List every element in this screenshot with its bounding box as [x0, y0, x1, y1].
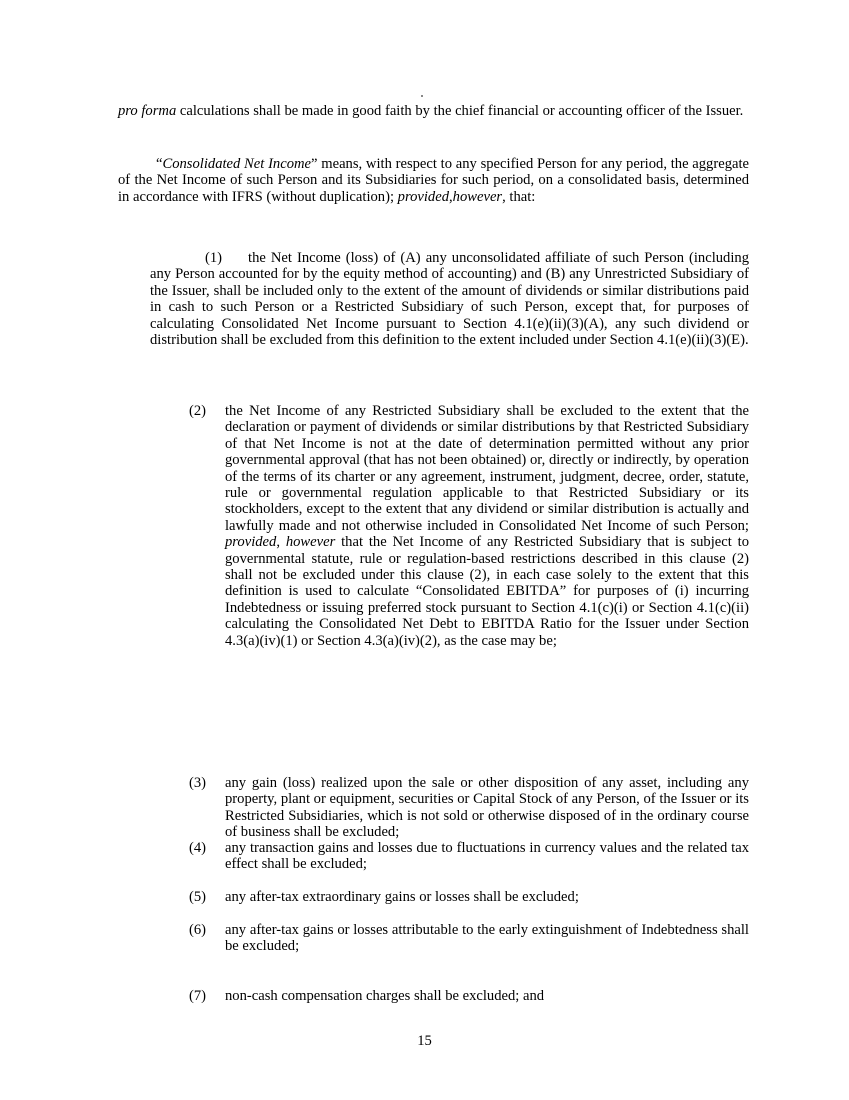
clause-text: non-cash compensation charges shall be excluded; and: [225, 988, 545, 1004]
defined-term: Consolidated Net Income: [162, 156, 312, 172]
clause-label: (3): [189, 775, 207, 791]
definition-text: ” means, with respect to any specified Person for any period, the aggregate of the Net Income of such Person and its Subsidiaries for such period, on a consolidated basis, determined in accordance with IFRS (without duplication);: [118, 156, 749, 205]
clause-2: [189, 403, 749, 649]
however-word: however: [285, 534, 336, 551]
clause-text: any after-tax extraordinary gains or losses shall be excluded;: [225, 889, 579, 905]
clause-6: [189, 922, 749, 955]
clause-text: the Net Income of any Restricted Subsidiary shall be excluded to the extent that the declaration or payment of dividends or similar distributions by that Restricted Subsidiary of that Net Income is not at the date of determination permitted without any prior governmental approval (that has not been obtained) or, directly or indirectly, by operation of the terms of its charter or any agreement, instrument, judgment, decree, order, statute, rule or governmental regulation applicable to that Restricted Subsidiary or its stockholders, except to the extent that any dividend or similar distribution is actually and lawfully made and not otherwise included in Consolidated Net Income of such Person;: [225, 403, 749, 534]
page-number: 15: [417, 1033, 432, 1049]
italic-term: pro forma: [118, 103, 177, 119]
open-quote: “: [156, 156, 163, 172]
provided-word: provided: [397, 188, 449, 205]
clause-label: (7): [189, 988, 207, 1004]
clause-7: [189, 988, 749, 1004]
provided-word: provided: [225, 534, 277, 551]
clause-text: the Net Income (loss) of (A) any unconsolidated affiliate of such Person (including any Person accounted for by the equity method of accounting) and (B) any Unrestricted Subsidiary of the Issuer, shall be included only to the extent of the amount of dividends or similar distributions paid in cash to such Person or a Restricted Subsidiary of such Person, except that, for purposes of calculating Consolidated Net Income pursuant to Section 4.1(e)(ii)(3)(A), any such dividend or distribution shall be excluded from this definition to the extent included under Section 4.1(e)(ii)(3)(E).: [150, 250, 749, 349]
clause-text-continued: that the Net Income of any Restricted Subsidiary that is subject to governmental statute, rule or regulation-based restrictions described in this clause (2) shall not be excluded under this clause (2), in each case solely to the extent that this definition is used to calculate “Consolidated EBITDA” for purposes of (i) incurring Indebtedness or issuing preferred stock pursuant to Section 4.1(c)(i) or Section 4.1(c)(ii) calculating the Consolidated Net Debt to EBITDA Ratio for the Issuer under Section 4.3(a)(iv)(1) or Section 4.3(a)(iv)(2), as the case may be;: [225, 534, 749, 649]
however-word: however: [452, 188, 503, 205]
scan-mark: [421, 95, 423, 97]
clause-label: (1): [205, 250, 223, 266]
clause-5: [189, 889, 749, 905]
comma: ,: [276, 534, 286, 551]
clause-text: any transaction gains and losses due to fluctuations in currency values and the related tax effect shall be excluded;: [225, 840, 749, 873]
clause-4: [189, 840, 749, 873]
paragraph-definition: [118, 156, 749, 205]
paragraph-text: calculations shall be made in good faith by the chief financial or accounting officer of the Issuer.: [176, 103, 744, 119]
clause-label: (4): [189, 840, 207, 856]
definition-tail: , that:: [502, 188, 536, 205]
clause-3: [189, 775, 749, 841]
clause-label: (5): [189, 889, 207, 905]
paragraph-pro-forma: [118, 103, 749, 119]
comma: ,: [449, 188, 453, 205]
clause-1: [150, 250, 749, 348]
clause-text: any after-tax gains or losses attributable to the early extinguishment of Indebtedness shall be excluded;: [225, 922, 749, 955]
clause-label: (6): [189, 922, 207, 938]
clause-text: any gain (loss) realized upon the sale or other disposition of any asset, including any property, plant or equipment, securities or Capital Stock of any Person, of the Issuer or its Restricted Subsidiaries, which is not sold or otherwise disposed of in the ordinary course of business shall be excluded;: [225, 775, 749, 841]
clause-label: (2): [189, 403, 207, 419]
